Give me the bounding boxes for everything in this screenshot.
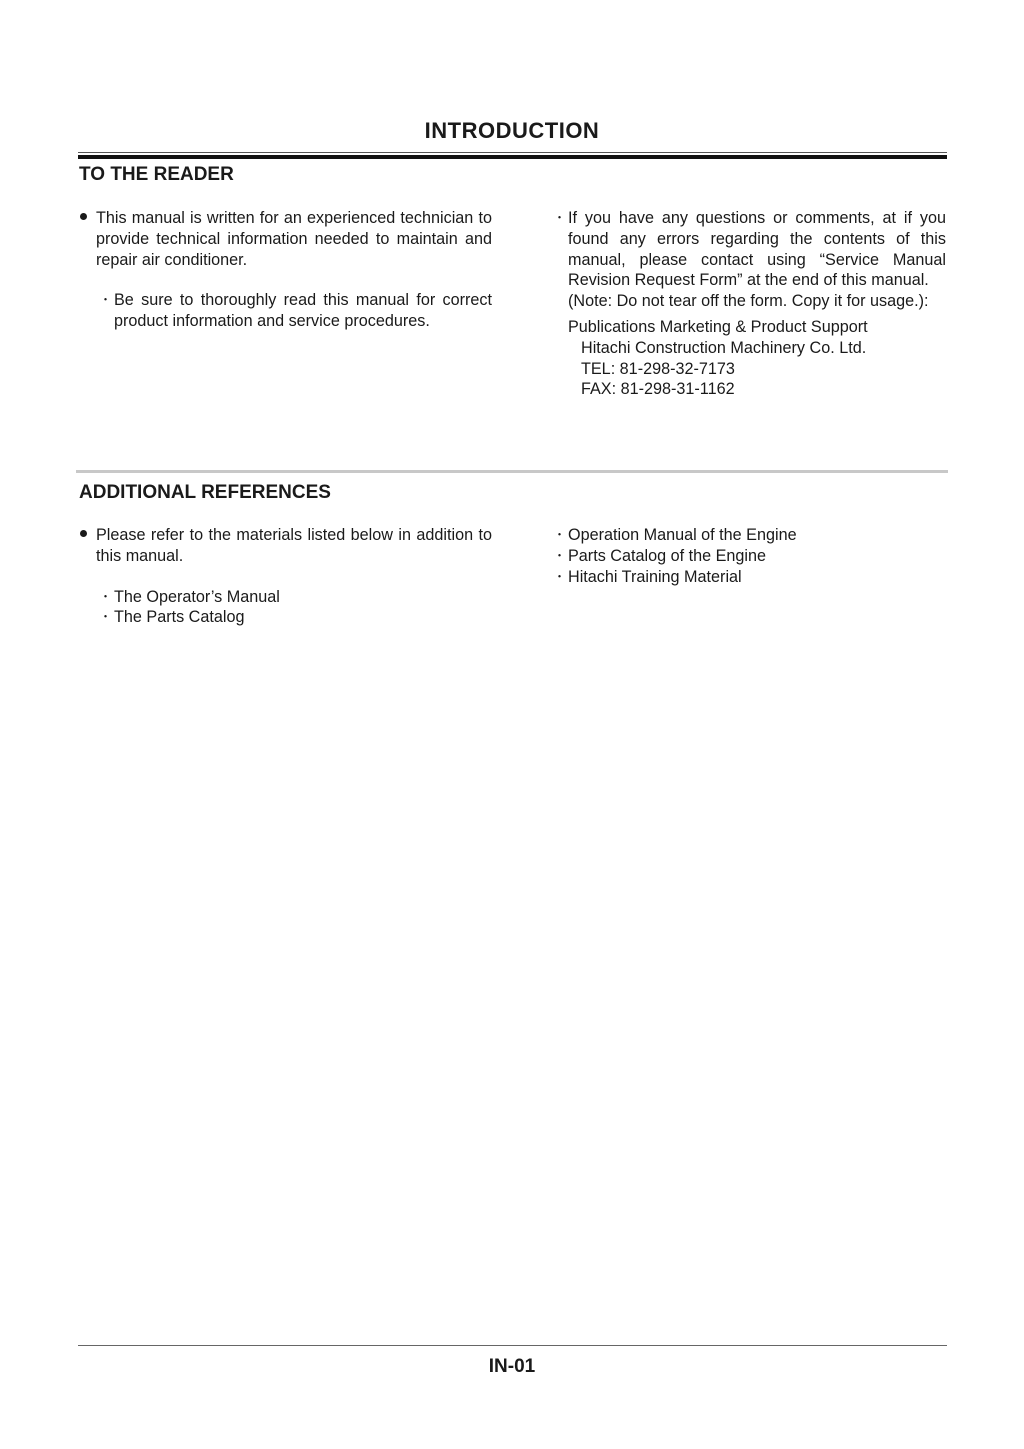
section-heading-additional-references: ADDITIONAL REFERENCES [79, 482, 331, 503]
contact-department: Publications Marketing & Product Support [568, 317, 868, 336]
list-item-text: Please refer to the materials listed below in addition to this manual. [96, 526, 492, 565]
middle-dot-bullet-icon: ・ [99, 292, 113, 308]
list-item-text: If you have any questions or comments, at if you found any errors regarding the contents of this manual, please contact using “Service Manual Revision Request Form” at the end of this manual. [568, 209, 946, 290]
list-item [553, 567, 946, 588]
middle-dot-bullet-icon: ・ [553, 547, 567, 563]
list-item [99, 587, 492, 608]
list-item [96, 208, 492, 270]
contact-company: Hitachi Construction Machinery Co. Ltd. [581, 338, 867, 357]
list-item [99, 607, 492, 628]
contact-fax: FAX: 81-298-31-1162 [581, 380, 735, 399]
to-the-reader-right-column [553, 208, 946, 400]
list-item [553, 546, 946, 567]
middle-dot-bullet-icon: ・ [99, 588, 113, 604]
list-item [553, 208, 946, 291]
to-the-reader-left-column [96, 208, 492, 332]
reference-list [99, 587, 492, 629]
list-item-text: This manual is written for an experienced technician to provide technical information needed to maintain and repair air conditioner. [96, 209, 492, 269]
page-title: INTRODUCTION [424, 118, 600, 143]
page-number: IN-01 [488, 1356, 536, 1377]
list-item [553, 525, 946, 546]
note-text: (Note: Do not tear off the form. Copy it for usage.): [568, 292, 929, 311]
list-item-text: The Parts Catalog [114, 608, 245, 627]
section-divider [76, 470, 948, 473]
filled-bullet-icon [80, 530, 87, 537]
middle-dot-bullet-icon: ・ [553, 568, 567, 584]
list-item-text: Be sure to thoroughly read this manual for correct product information and service procedures. [114, 291, 492, 331]
list-item [96, 525, 492, 567]
middle-dot-bullet-icon: ・ [99, 609, 113, 625]
contact-tel: TEL: 81-298-32-7173 [581, 359, 735, 378]
filled-bullet-icon [80, 213, 87, 220]
footer-rule [78, 1345, 947, 1346]
section-heading-to-the-reader: TO THE READER [79, 164, 234, 185]
list-item [99, 290, 492, 332]
list-item-text: Hitachi Training Material [568, 567, 742, 586]
additional-references-right-column [553, 525, 946, 587]
list-item-text: Parts Catalog of the Engine [568, 546, 766, 565]
middle-dot-bullet-icon: ・ [553, 527, 567, 542]
middle-dot-bullet-icon: ・ [553, 210, 567, 225]
list-item-text: The Operator’s Manual [114, 587, 280, 606]
additional-references-left-column [96, 525, 492, 628]
header-thick-rule [78, 155, 947, 159]
header-thin-rule [78, 152, 947, 153]
list-item-text: Operation Manual of the Engine [568, 526, 797, 544]
